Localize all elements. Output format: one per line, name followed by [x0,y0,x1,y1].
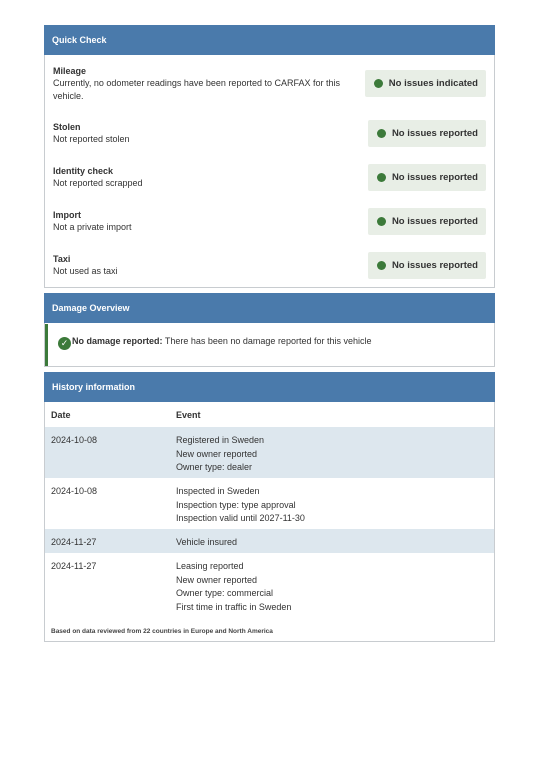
column-event: Event [176,410,201,420]
status-text: No issues reported [391,172,478,183]
event-line: Owner type: commercial [176,588,274,598]
status-badge [368,208,486,235]
row-event [176,560,291,614]
table-row [45,553,494,619]
status-text: No issues reported [391,260,478,271]
event-line: Inspection valid until 2027-11-30 [176,513,305,523]
status-dot-icon [377,129,386,138]
status-badge [368,120,486,147]
status-badge [368,164,486,191]
row-event [176,434,264,475]
event-line: Inspected in Sweden [176,486,260,496]
column-date: Date [51,410,71,420]
damage-description: There has been no damage reported for this vehicle [164,336,372,346]
qc-desc: Not reported scrapped [53,178,143,188]
quick-check-header: Quick Check [44,25,495,55]
row-date: 2024-11-27 [51,537,97,547]
event-line: Owner type: dealer [176,462,253,472]
status-badge [368,252,486,279]
damage-text [72,336,372,346]
status-dot-icon [377,261,386,270]
event-line: Registered in Sweden [176,435,265,445]
qc-title: Stolen [53,122,81,132]
qc-desc: Currently, no odometer readings have been reported to CARFAX for this vehicle. [53,78,340,101]
qc-title: Mileage [53,66,87,76]
table-row [45,529,494,553]
event-line: Leasing reported [176,561,244,571]
row-date: 2024-10-08 [51,486,98,496]
damage-label: No damage reported: [72,336,163,346]
qc-title: Import [53,210,81,220]
quick-check-card [44,25,495,288]
table-header [45,403,494,427]
damage-overview-header: Damage Overview [44,293,495,323]
status-dot-icon [374,79,383,88]
table-row [45,478,494,529]
event-line: New owner reported [176,448,258,459]
status-text: No issues reported [391,216,478,227]
status-dot-icon [377,217,386,226]
status-text: No issues indicated [388,78,478,89]
qc-desc: Not used as taxi [53,266,118,276]
footnote: Based on data reviewed from 22 countries in Europe and North America [51,628,273,635]
damage-message [45,324,494,366]
row-event [176,536,237,550]
row-date: 2024-11-27 [51,561,97,571]
qc-title: Taxi [53,254,71,264]
event-line: New owner reported [176,574,258,585]
damage-overview-card [44,293,495,367]
history-header: History information [44,372,495,402]
event-line: Inspection type: type approval [176,499,296,510]
status-badge [365,70,486,97]
row-event [176,485,305,526]
qc-title: Identity check [53,166,114,176]
history-card [44,372,495,642]
status-text: No issues reported [391,128,478,139]
event-line: Vehicle insured [176,537,238,547]
row-date: 2024-10-08 [51,435,98,445]
event-line: First time in traffic in Sweden [176,601,292,612]
table-row [45,427,494,478]
qc-desc: Not reported stolen [53,134,130,144]
check-circle-icon: ✓ [58,337,71,350]
status-dot-icon [377,173,386,182]
qc-desc: Not a private import [53,222,132,232]
